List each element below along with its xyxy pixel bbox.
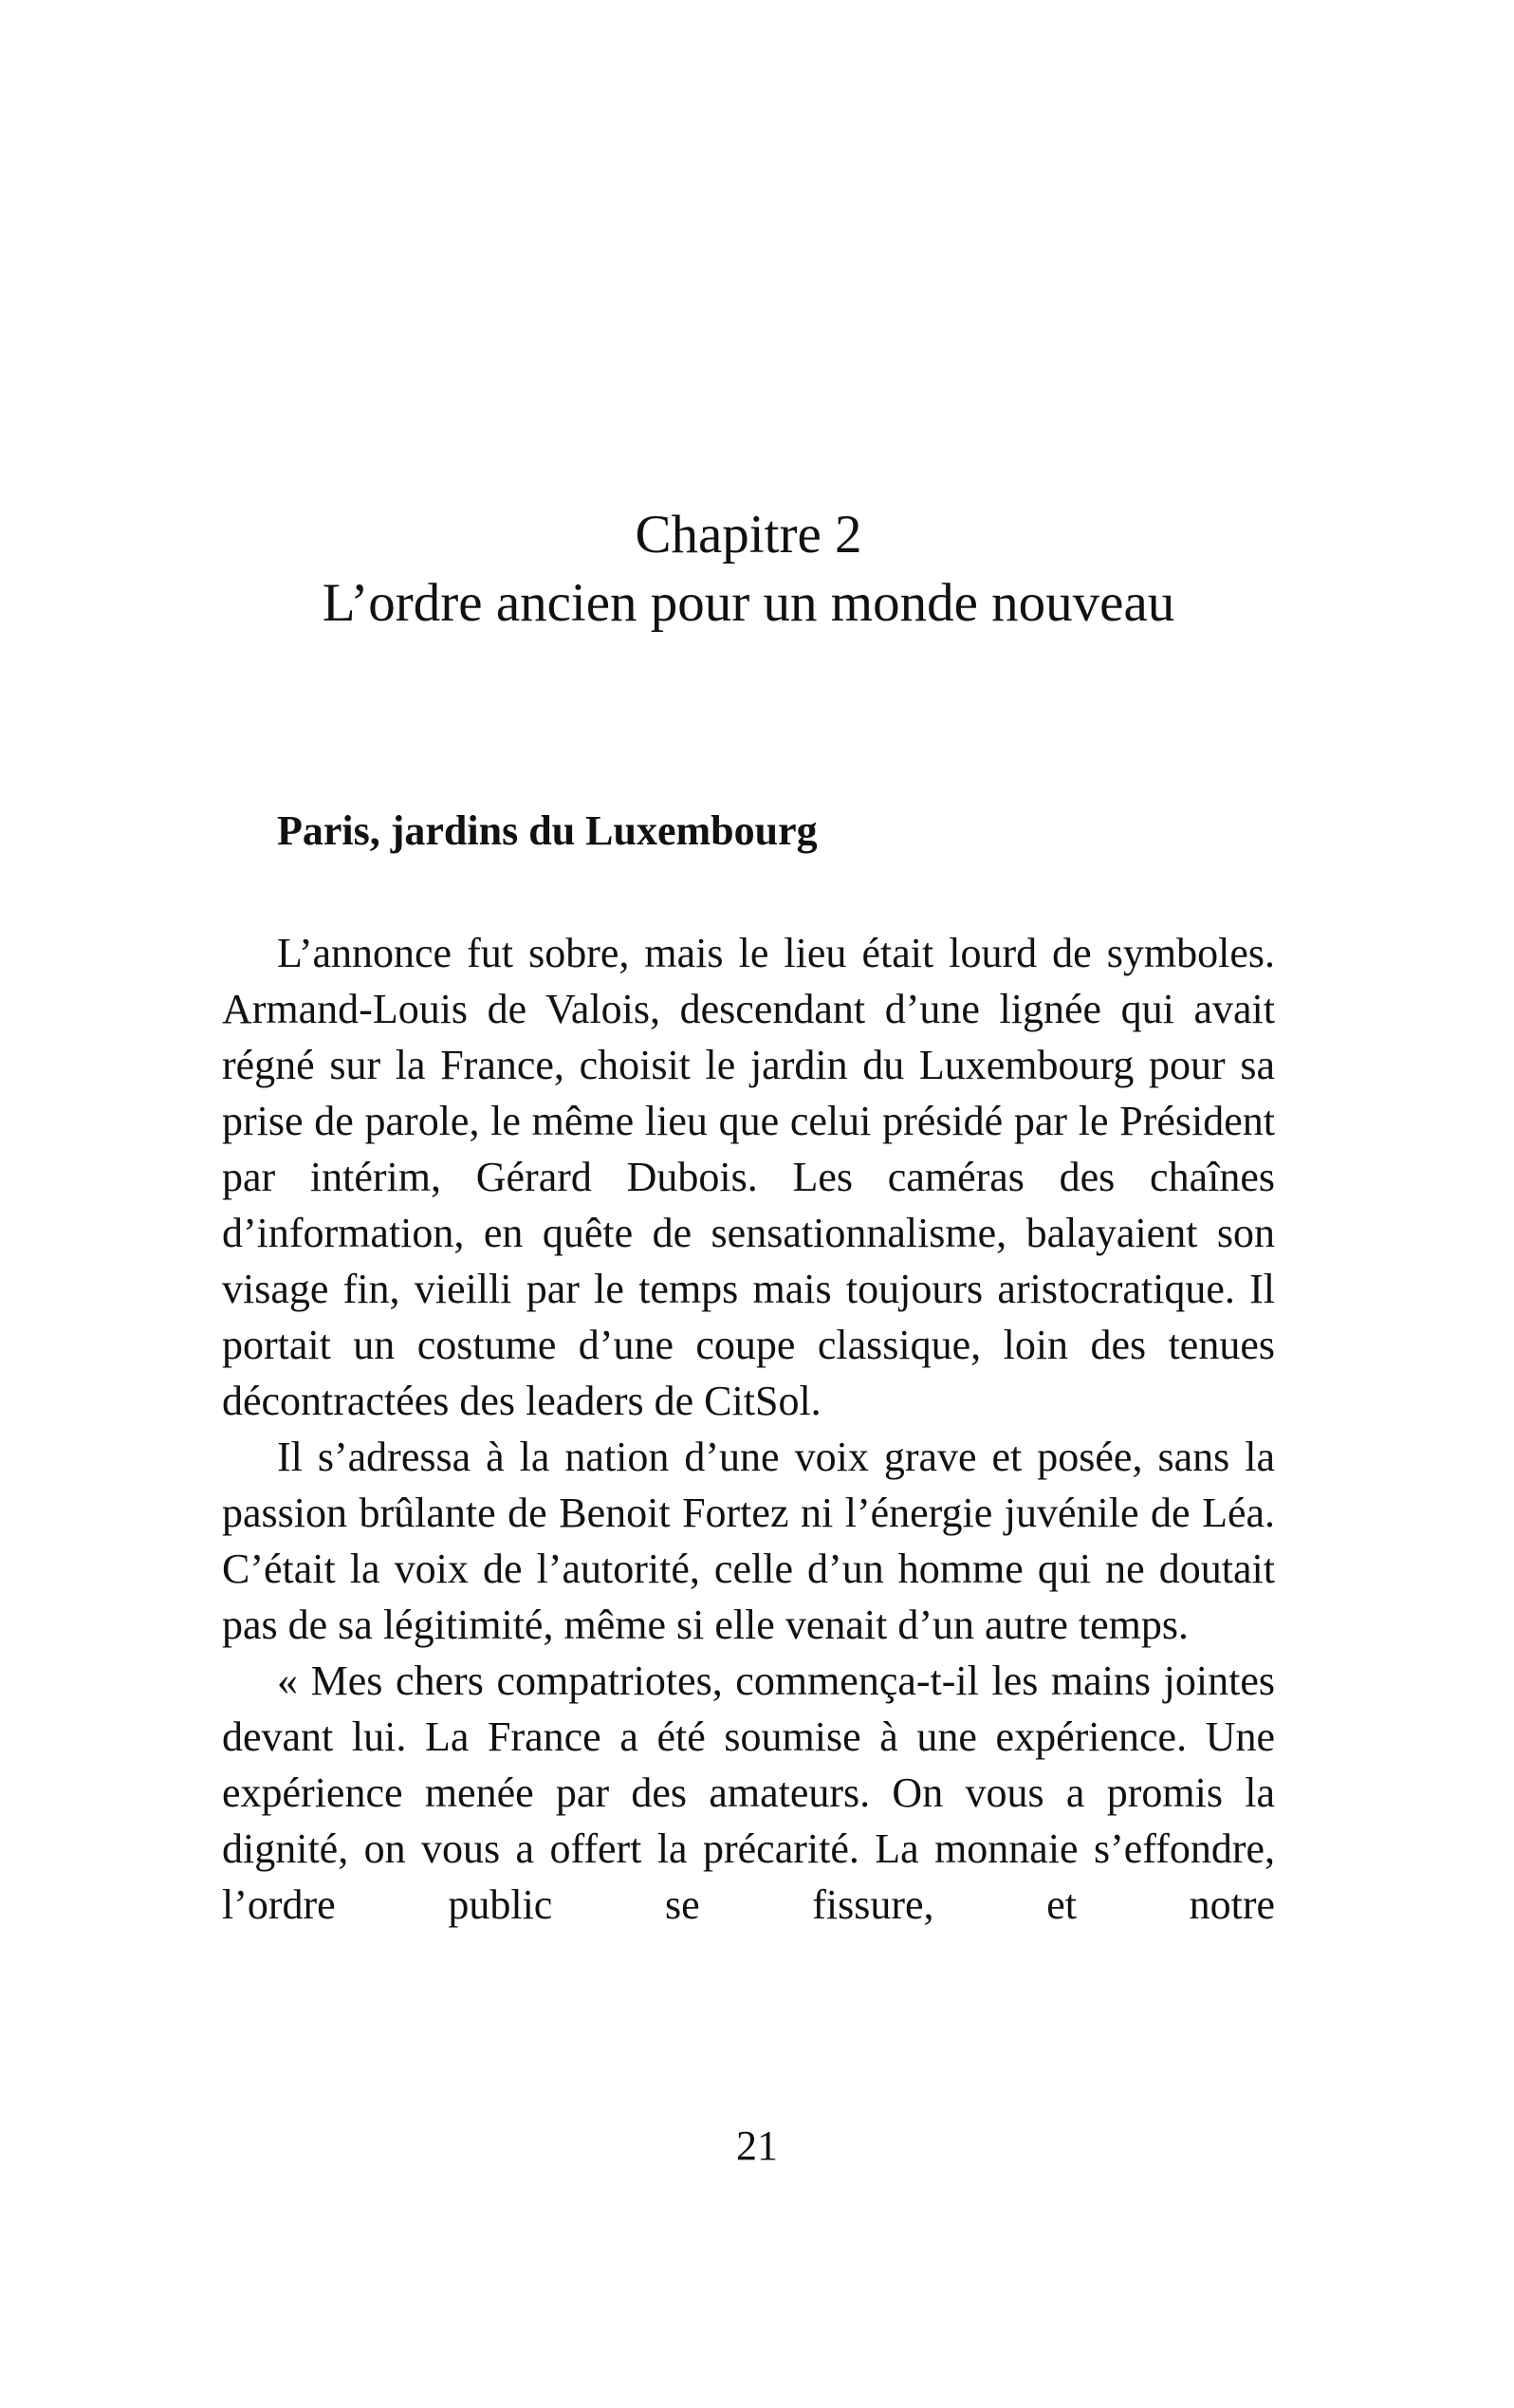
- paragraph: L’annonce fut sobre, mais le lieu était lourd de symboles. Armand-Louis de Valois, descendant d’une lignée qui avait régné sur la France, choisit le jardin du Luxembourg pour sa prise de parole, le même lieu que celui présidé par le Président par intérim, Gérard Dubois. Les caméras des chaînes d’information, en quête de sensationnalisme, balayaient son visage fin, vieilli par le temps mais toujours aristocratique. Il portait un costume d’une coupe classique, loin des tenues décontractées des leaders de CitSol.: [222, 930, 1275, 1424]
- page-number: 21: [736, 2122, 778, 2169]
- chapter-heading: [222, 501, 1275, 638]
- chapter-number: Chapitre 2: [635, 505, 862, 565]
- section-title: Paris, jardins du Luxembourg: [277, 807, 818, 854]
- paragraph: « Mes chers compatriotes, commença-t-il les mains jointes devant lui. La France a été soumise à une expérience. Une expérience menée par des amateurs. On vous a promis la dignité, on vous a offert la précarité. La monnaie s’effondre, l’ordre public se fissure, et notre: [222, 1658, 1275, 1928]
- chapter-title: L’ordre ancien pour un monde nouveau: [322, 573, 1175, 633]
- body-text: [222, 925, 1275, 1933]
- paragraph: Il s’adressa à la nation d’une voix grave et posée, sans la passion brûlante de Benoit Fortez ni l’énergie juvénile de Léa. C’était la voix de l’autorité, celle d’un homme qui ne doutait pas de sa légitimité, même si elle venait d’un autre temps.: [222, 1434, 1275, 1648]
